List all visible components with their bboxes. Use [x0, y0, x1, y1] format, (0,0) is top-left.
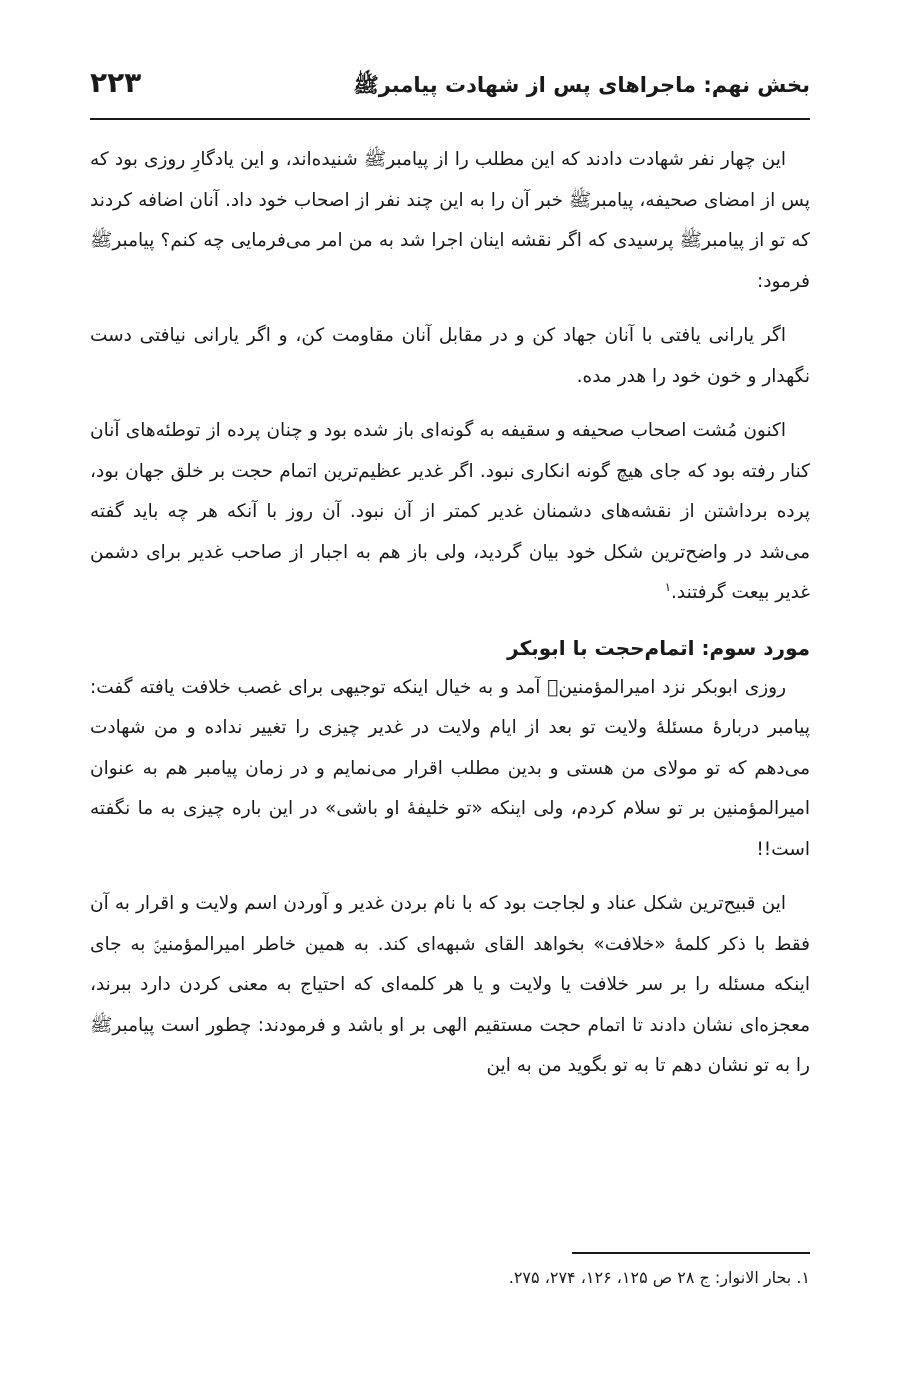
paragraph-1	[90, 140, 810, 302]
section-paragraph-2	[90, 884, 810, 1087]
paragraph-2	[90, 316, 810, 397]
paragraph-1-text: این چهار نفر شهادت دادند که این مطلب را از پیامبرﷺ شنیده‌اند، و این یادگارِ روزی بود که پس از امضای صحیفه، پیامبرﷺ خبر آن را به این چند نفر از اصحاب خود داد. آنان اضافه کردند که تو از پیامبرﷺ پرسیدی که اگر نقشه اینان اجرا شد به من امر می‌فرمایی چه کنم؟ پیامبرﷺ فرمود:	[90, 149, 810, 292]
section-paragraph-2-text: این قبیح‌ترین شکل عناد و لجاجت بود که با نام بردن غدیر و آوردن اسم ولایت و اقرار به آن فقط با ذکر کلمهٔ «خلافت» بخواهد القای شبهه‌ای کند. به همین خاطر امیرالمؤمنینؑ به جای اینکه مسئله را بر سر خلافت یا ولایت و یا هر کلمه‌ای که احتیاج به معنی کردن دارد ببرند، معجزه‌ای نشان دادند تا اتمام حجت مستقیم الهی بر او باشد و فرمودند: چطور است پیامبرﷺ را به تو نشان دهم تا به تو بگوید من به این	[90, 893, 810, 1076]
footnote-divider	[572, 1252, 810, 1254]
section-paragraph-1	[90, 668, 810, 871]
paragraph-3	[90, 411, 810, 614]
body-text	[90, 140, 810, 1101]
page-header	[90, 62, 810, 120]
page-number: ۲۲۳	[90, 66, 142, 99]
paragraph-3-text: اکنون مُشت اصحاب صحیفه و سقیفه به گونه‌ای باز شده بود و چنان پرده از توطئه‌های آنان کنار رفته بود که جای هیچ گونه انکاری نبود. اگر غدیر عظیم‌ترین اتمام حجت بر خلق جهان بود، پرده برداشتن از نقشه‌های دشمنان غدیر کمتر از آن نبود. آن روز با آنکه هر چه باید گفته می‌شد در واضح‌ترین شکل خود بیان گردید، ولی باز هم به اجبار از صاحب غدیر برای دشمن غدیر بیعت گرفتند.	[90, 420, 810, 603]
running-title: بخش نهم: ماجراهای پس از شهادت پیامبرﷺ	[353, 73, 810, 97]
footnote-reference[interactable]: ۱	[664, 579, 672, 594]
section-heading: مورد سوم: اتمام‌حجت با ابوبکر	[507, 635, 810, 660]
paragraph-2-text: اگر یارانی یافتی با آنان جهاد کن و در مقابل آنان مقاومت کن، و اگر یارانی نیافتی دست نگهدار و خون خود را هدر مده.	[90, 325, 810, 387]
footnote: ۱. بحار الانوار: ج ۲۸ ص ۱۲۵، ۱۲۶، ۲۷۴، ۲۷۵.	[508, 1268, 810, 1287]
section-paragraph-1-text: روزی ابوبکر نزد امیرالمؤمنینؑ آمد و به خیال اینکه توجیهی برای غصب خلافت یافته گفت: پیامبر دربارهٔ مسئلهٔ ولایت تو بعد از ایام ولایت در غدیر چیزی را تغییر نداده و من شهادت می‌دهم که تو مولای من هستی و بدین مطلب اقرار می‌نمایم و در زمان پیامبر هم به عنوان امیرالمؤمنین بر تو سلام کردم، ولی اینکه «تو خلیفهٔ او باشی» در این باره چیزی به ما نگفته است!!	[90, 676, 810, 860]
